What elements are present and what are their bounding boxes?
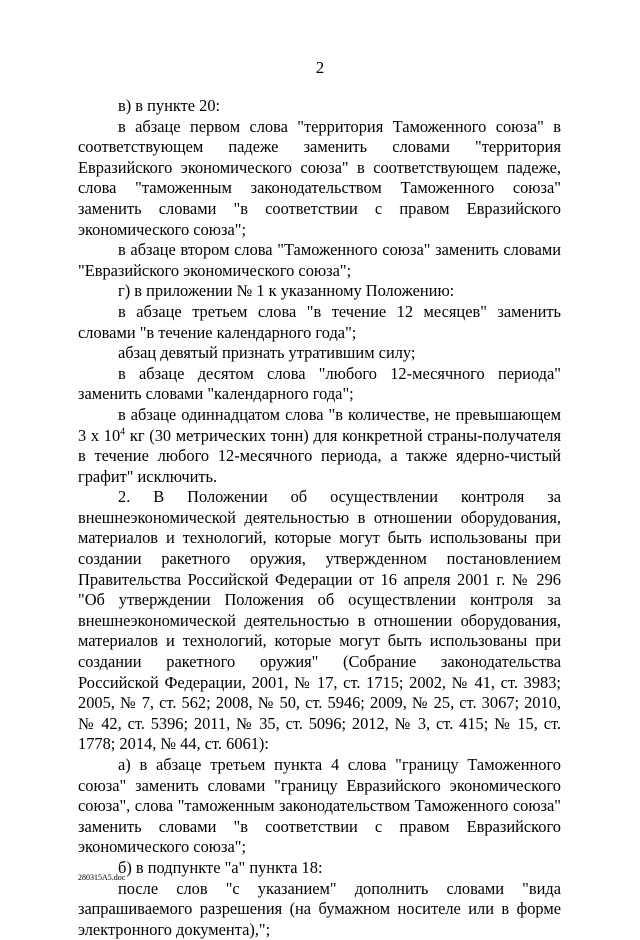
paragraph-first-abzac: в абзаце первом слова "территория Таможенного союза" в соответствующем падеже заменить словами "территория Евразийского экономического союза" в соответствующем падеже, слова "таможенным законодательством Таможенного союза" заменить словами "в соответствии с правом Евразийского экономического союза"; [78,116,561,239]
paragraph-item-a: а) в абзаце третьем пункта 4 слова "границу Таможенного союза" заменить словами "границу Евразийского экономического союза", слова "таможенным законодательством Таможенного союза" заменить словами "в соответствии с правом Евразийского экономического союза"; [78,755,561,857]
paragraph-after-words: после слов "с указанием" дополнить словами "вида запрашиваемого разрешения (на бумажном носителе или в форме электронного документа),"; [78,878,561,939]
paragraph-text-after-sup: кг (30 метрических тонн) для конкретной страны-получателя в течение любого 12-месячного периода, а также ядерно-чистый графит" исключить. [78,425,562,486]
page-number: 2 [315,58,325,77]
document-body [78,96,561,940]
footer-filename: 280315A5.doc [78,873,126,882]
paragraph-ninth-abzac: абзац девятый признать утратившим силу; [118,343,416,363]
paragraph-eleventh-abzac [78,405,561,487]
paragraph-item-v: в) в пункте 20: [118,96,221,115]
paragraph-item-g: г) в приложении № 1 к указанному Положению: [118,281,455,301]
paragraph-second-abzac: в абзаце втором слова "Таможенного союза" заменить словами "Евразийского экономического союза"; [78,240,561,280]
superscript-exponent: 4 [120,426,126,438]
paragraph-item-2: 2. В Положении об осуществлении контроля за внешнеэкономической деятельностью в отношении оборудования, материалов и технологий, которые могут быть использованы при создании ракетного оружия, утвержденном постановлением Правительства Российской Федерации от 16 апреля 2001 г. № 296 "Об утверждении Положения об осуществлении контроля за внешнеэкономической деятельностью в отношении оборудования, материалов и технологий, которые могут быть использованы при создании ракетного оружия" (Собрание законодательства Российской Федерации, 2001, № 17, ст. 1715; 2002, № 41, ст. 3983; 2005, № 7, ст. 562; 2008, № 50, ст. 5946; 2009, № 25, ст. 3067; 2010, № 42, ст. 5396; 2011, № 35, ст. 5096; 2012, № 3, ст. 415; № 15, ст. 1778; 2014, № 44, ст. 6061): [78,487,561,754]
paragraph-tenth-abzac: в абзаце десятом слова "любого 12-месячного периода" заменить словами "календарного года"; [78,363,561,404]
paragraph-item-b: б) в подпункте "а" пункта 18: [118,857,323,877]
paragraph-text-before-sup: в абзаце одиннадцатом слова "в количестве, не превышающем 3 х 10 [78,404,561,445]
paragraph-third-abzac: в абзаце третьем слова "в течение 12 месяцев" заменить словами "в течение календарного года"; [78,301,561,342]
